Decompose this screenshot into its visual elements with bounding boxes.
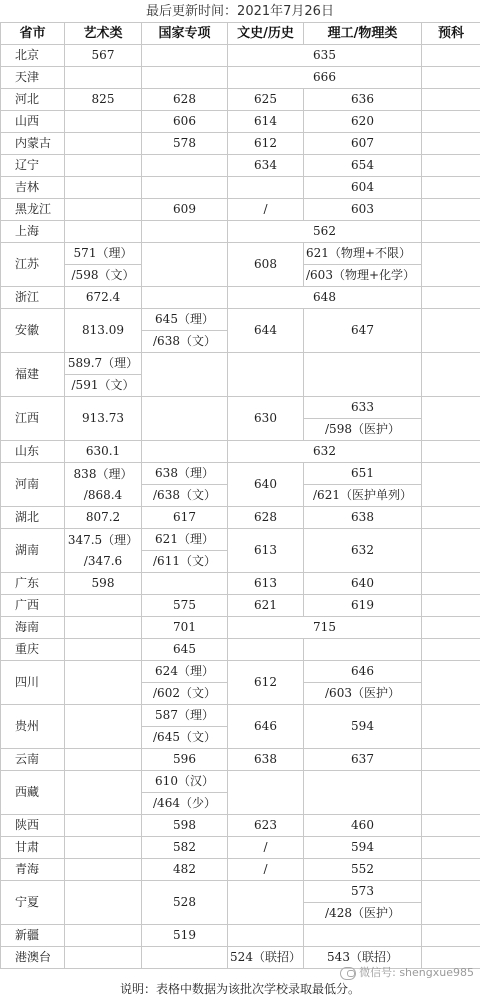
special-score-line: /464（少） — [142, 792, 227, 814]
table-note: 说明：表格中数据为该批次学校录取最低分。 — [119, 982, 360, 996]
prep-cell — [422, 353, 480, 397]
liberal-cell — [228, 925, 304, 947]
art-cell — [65, 771, 142, 815]
special-cell: 606 — [142, 111, 228, 133]
prep-cell — [422, 639, 480, 661]
science-cell: 604 — [304, 177, 422, 199]
special-cell: 628 — [142, 89, 228, 111]
table-row — [1, 661, 480, 705]
art-cell — [65, 617, 142, 639]
table-row — [1, 463, 480, 507]
science-cell: 636 — [304, 89, 422, 111]
special-cell — [142, 243, 228, 287]
art-score-line: 589.7（理） — [67, 356, 139, 370]
science-cell: 552 — [304, 859, 422, 881]
province-cell: 江苏 — [1, 243, 65, 287]
special-cell: 596 — [142, 749, 228, 771]
table-row — [1, 177, 480, 199]
province-cell: 湖北 — [1, 507, 65, 529]
table-row — [1, 859, 480, 881]
province-cell: 云南 — [1, 749, 65, 771]
special-cell — [142, 67, 228, 89]
merged-score-cell: 666 — [228, 67, 422, 89]
special-score-line: /611（文） — [142, 550, 227, 572]
special-cell — [142, 45, 228, 67]
special-cell — [142, 947, 228, 969]
table-row — [1, 243, 480, 287]
art-cell: 825 — [65, 89, 142, 111]
science-cell: 647 — [304, 309, 422, 353]
special-cell — [142, 353, 228, 397]
province-cell: 吉林 — [1, 177, 65, 199]
table-row — [1, 353, 480, 397]
table-row — [1, 89, 480, 111]
special-cell: 701 — [142, 617, 228, 639]
liberal-cell — [228, 353, 304, 397]
science-score-line: /428（医护） — [304, 902, 421, 924]
science-cell: 632 — [304, 529, 422, 573]
art-score-line: 838（理） — [73, 466, 133, 481]
province-cell: 海南 — [1, 617, 65, 639]
prep-cell — [422, 463, 480, 507]
art-cell — [65, 639, 142, 661]
table-row — [1, 815, 480, 837]
special-cell: 598 — [142, 815, 228, 837]
table-row — [1, 111, 480, 133]
prep-cell — [422, 925, 480, 947]
table-row — [1, 397, 480, 441]
header-preparatory: 预科 — [422, 23, 480, 45]
province-cell: 湖南 — [1, 529, 65, 573]
special-cell — [142, 661, 228, 705]
special-cell: 617 — [142, 507, 228, 529]
prep-cell — [422, 595, 480, 617]
merged-score-cell: 635 — [228, 45, 422, 67]
prep-cell — [422, 309, 480, 353]
science-cell — [304, 639, 422, 661]
science-cell — [304, 881, 422, 925]
province-cell: 北京 — [1, 45, 65, 67]
prep-cell — [422, 573, 480, 595]
merged-score-cell: 648 — [228, 287, 422, 309]
special-cell: 609 — [142, 199, 228, 221]
table-row — [1, 67, 480, 89]
province-cell: 重庆 — [1, 639, 65, 661]
province-cell: 陕西 — [1, 815, 65, 837]
prep-cell — [422, 397, 480, 441]
science-cell — [304, 661, 422, 705]
science-cell: 619 — [304, 595, 422, 617]
table-row — [1, 155, 480, 177]
science-cell: 460 — [304, 815, 422, 837]
special-score-line: /645（文） — [142, 726, 227, 748]
special-cell: 519 — [142, 925, 228, 947]
art-cell — [65, 133, 142, 155]
table-row — [1, 441, 480, 463]
special-cell: 578 — [142, 133, 228, 155]
liberal-cell: 634 — [228, 155, 304, 177]
science-score-line: 651 — [351, 466, 374, 480]
liberal-cell: 625 — [228, 89, 304, 111]
special-cell: 482 — [142, 859, 228, 881]
table-row — [1, 221, 480, 243]
header-art: 艺术类 — [65, 23, 142, 45]
art-cell: 813.09 — [65, 309, 142, 353]
special-cell — [142, 155, 228, 177]
special-cell — [142, 397, 228, 441]
liberal-cell: 524（联招） — [228, 947, 304, 969]
liberal-cell: 612 — [228, 661, 304, 705]
prep-cell — [422, 133, 480, 155]
science-score-line: 573 — [351, 884, 374, 898]
liberal-cell: 623 — [228, 815, 304, 837]
table-row — [1, 199, 480, 221]
special-cell — [142, 177, 228, 199]
province-cell: 广西 — [1, 595, 65, 617]
admission-score-table — [0, 22, 480, 969]
province-cell: 天津 — [1, 67, 65, 89]
science-cell: 654 — [304, 155, 422, 177]
art-cell — [65, 595, 142, 617]
update-time-title: 最后更新时间：2021年7月26日 — [146, 4, 334, 19]
art-cell: 598 — [65, 573, 142, 595]
prep-cell — [422, 221, 480, 243]
liberal-cell: 613 — [228, 529, 304, 573]
special-cell — [142, 573, 228, 595]
art-cell — [65, 661, 142, 705]
prep-cell — [422, 177, 480, 199]
liberal-cell: / — [228, 837, 304, 859]
art-score-line: /347.6 — [83, 553, 123, 568]
table-row — [1, 45, 480, 67]
special-score-line: /602（文） — [142, 682, 227, 704]
special-cell — [142, 529, 228, 573]
province-cell: 辽宁 — [1, 155, 65, 177]
liberal-cell: 638 — [228, 749, 304, 771]
special-score-line: 587（理） — [155, 708, 214, 722]
liberal-cell: 614 — [228, 111, 304, 133]
science-score-line: /621（医护单列） — [304, 484, 421, 506]
science-cell: 637 — [304, 749, 422, 771]
special-score-line: 645（理） — [155, 312, 214, 326]
science-cell — [304, 771, 422, 815]
liberal-cell — [228, 771, 304, 815]
art-cell — [65, 155, 142, 177]
special-cell — [142, 705, 228, 749]
province-cell: 宁夏 — [1, 881, 65, 925]
art-cell — [65, 925, 142, 947]
prep-cell — [422, 705, 480, 749]
header-province: 省市 — [1, 23, 65, 45]
art-cell — [65, 815, 142, 837]
special-cell — [142, 309, 228, 353]
art-cell: 630.1 — [65, 441, 142, 463]
art-cell — [65, 111, 142, 133]
art-cell — [65, 705, 142, 749]
prep-cell — [422, 529, 480, 573]
province-cell: 贵州 — [1, 705, 65, 749]
art-cell — [65, 199, 142, 221]
art-cell — [65, 353, 142, 397]
prep-cell — [422, 45, 480, 67]
province-cell: 甘肃 — [1, 837, 65, 859]
art-cell — [65, 947, 142, 969]
art-cell — [65, 67, 142, 89]
prep-cell — [422, 771, 480, 815]
province-cell: 西藏 — [1, 771, 65, 815]
header-science: 理工/物理类 — [304, 23, 422, 45]
art-cell: 672.4 — [65, 287, 142, 309]
prep-cell — [422, 749, 480, 771]
header-row — [1, 23, 480, 45]
prep-cell — [422, 67, 480, 89]
prep-cell — [422, 199, 480, 221]
prep-cell — [422, 881, 480, 925]
science-cell: 640 — [304, 573, 422, 595]
science-cell — [304, 463, 422, 507]
special-cell: 575 — [142, 595, 228, 617]
header-liberal-arts: 文史/历史 — [228, 23, 304, 45]
merged-score-cell: 632 — [228, 441, 422, 463]
art-cell: 567 — [65, 45, 142, 67]
prep-cell — [422, 859, 480, 881]
science-cell: 638 — [304, 507, 422, 529]
art-cell — [65, 881, 142, 925]
science-cell — [304, 925, 422, 947]
table-row — [1, 287, 480, 309]
science-cell: 594 — [304, 837, 422, 859]
prep-cell — [422, 111, 480, 133]
special-cell: 645 — [142, 639, 228, 661]
liberal-cell: 628 — [228, 507, 304, 529]
liberal-cell: 644 — [228, 309, 304, 353]
art-cell — [65, 749, 142, 771]
liberal-cell — [228, 881, 304, 925]
science-cell: 543（联招） — [304, 947, 422, 969]
art-cell — [65, 529, 142, 573]
table-row — [1, 881, 480, 925]
special-score-line: /638（文） — [142, 484, 227, 506]
special-cell — [142, 441, 228, 463]
province-cell: 安徽 — [1, 309, 65, 353]
merged-score-cell: 715 — [228, 617, 422, 639]
special-score-line: 621（理） — [155, 532, 214, 546]
province-cell: 广东 — [1, 573, 65, 595]
science-score-line: 633 — [351, 400, 374, 414]
province-cell: 山东 — [1, 441, 65, 463]
table-row — [1, 133, 480, 155]
province-cell: 港澳台 — [1, 947, 65, 969]
table-row — [1, 529, 480, 573]
science-cell — [304, 353, 422, 397]
liberal-cell — [228, 639, 304, 661]
liberal-cell: 612 — [228, 133, 304, 155]
table-row — [1, 573, 480, 595]
prep-cell — [422, 287, 480, 309]
special-cell: 582 — [142, 837, 228, 859]
art-score-line: 347.5（理） — [67, 532, 139, 547]
prep-cell — [422, 507, 480, 529]
province-cell: 四川 — [1, 661, 65, 705]
art-cell — [65, 221, 142, 243]
province-cell: 山西 — [1, 111, 65, 133]
prep-cell — [422, 815, 480, 837]
art-score-line: 571（理） — [73, 246, 133, 260]
province-cell: 青海 — [1, 859, 65, 881]
province-cell: 浙江 — [1, 287, 65, 309]
prep-cell — [422, 837, 480, 859]
science-score-line: 646 — [351, 664, 374, 678]
special-cell — [142, 287, 228, 309]
special-score-line: 624（理） — [155, 664, 214, 678]
special-cell — [142, 221, 228, 243]
province-cell: 上海 — [1, 221, 65, 243]
special-cell — [142, 463, 228, 507]
province-cell: 内蒙古 — [1, 133, 65, 155]
liberal-cell: / — [228, 859, 304, 881]
special-score-line: /638（文） — [142, 330, 227, 352]
province-cell: 河南 — [1, 463, 65, 507]
prep-cell — [422, 243, 480, 287]
table-row — [1, 771, 480, 815]
art-cell — [65, 177, 142, 199]
art-cell — [65, 463, 142, 507]
art-score-line: /868.4 — [83, 487, 123, 502]
science-cell — [304, 397, 422, 441]
province-cell: 河北 — [1, 89, 65, 111]
table-row — [1, 749, 480, 771]
science-cell: 620 — [304, 111, 422, 133]
liberal-cell: 640 — [228, 463, 304, 507]
wechat-icon — [340, 967, 356, 980]
prep-cell — [422, 661, 480, 705]
science-cell — [304, 243, 422, 287]
table-row — [1, 309, 480, 353]
art-cell — [65, 859, 142, 881]
table-row — [1, 837, 480, 859]
special-score-line: 610（汉） — [155, 774, 214, 788]
prep-cell — [422, 155, 480, 177]
science-score-line: /603（医护） — [304, 682, 421, 704]
merged-score-cell: 562 — [228, 221, 422, 243]
science-cell: 607 — [304, 133, 422, 155]
header-national-special: 国家专项 — [142, 23, 228, 45]
science-score-line: /603（物理+化学） — [304, 264, 421, 286]
special-cell — [142, 771, 228, 815]
special-cell: 528 — [142, 881, 228, 925]
art-cell — [65, 243, 142, 287]
art-score-line: /591（文） — [65, 374, 141, 396]
art-cell — [65, 837, 142, 859]
table-row — [1, 507, 480, 529]
science-score-line: /598（医护） — [304, 418, 421, 440]
prep-cell — [422, 89, 480, 111]
science-cell: 603 — [304, 199, 422, 221]
liberal-cell: 608 — [228, 243, 304, 287]
province-cell: 新疆 — [1, 925, 65, 947]
prep-cell — [422, 617, 480, 639]
prep-cell — [422, 441, 480, 463]
table-row — [1, 925, 480, 947]
province-cell: 福建 — [1, 353, 65, 397]
liberal-cell — [228, 177, 304, 199]
province-cell: 黑龙江 — [1, 199, 65, 221]
province-cell: 江西 — [1, 397, 65, 441]
table-row — [1, 705, 480, 749]
table-row — [1, 595, 480, 617]
table-row — [1, 639, 480, 661]
art-score-line: /598（文） — [65, 264, 141, 286]
art-cell: 807.2 — [65, 507, 142, 529]
liberal-cell: 621 — [228, 595, 304, 617]
liberal-cell: 646 — [228, 705, 304, 749]
special-score-line: 638（理） — [155, 466, 214, 480]
liberal-cell: 630 — [228, 397, 304, 441]
liberal-cell: / — [228, 199, 304, 221]
liberal-cell: 613 — [228, 573, 304, 595]
science-score-line: 621（物理+不限） — [306, 246, 411, 260]
science-cell: 594 — [304, 705, 422, 749]
watermark-text: 微信号: shengxue985 — [359, 966, 474, 979]
art-cell: 913.73 — [65, 397, 142, 441]
table-row — [1, 617, 480, 639]
